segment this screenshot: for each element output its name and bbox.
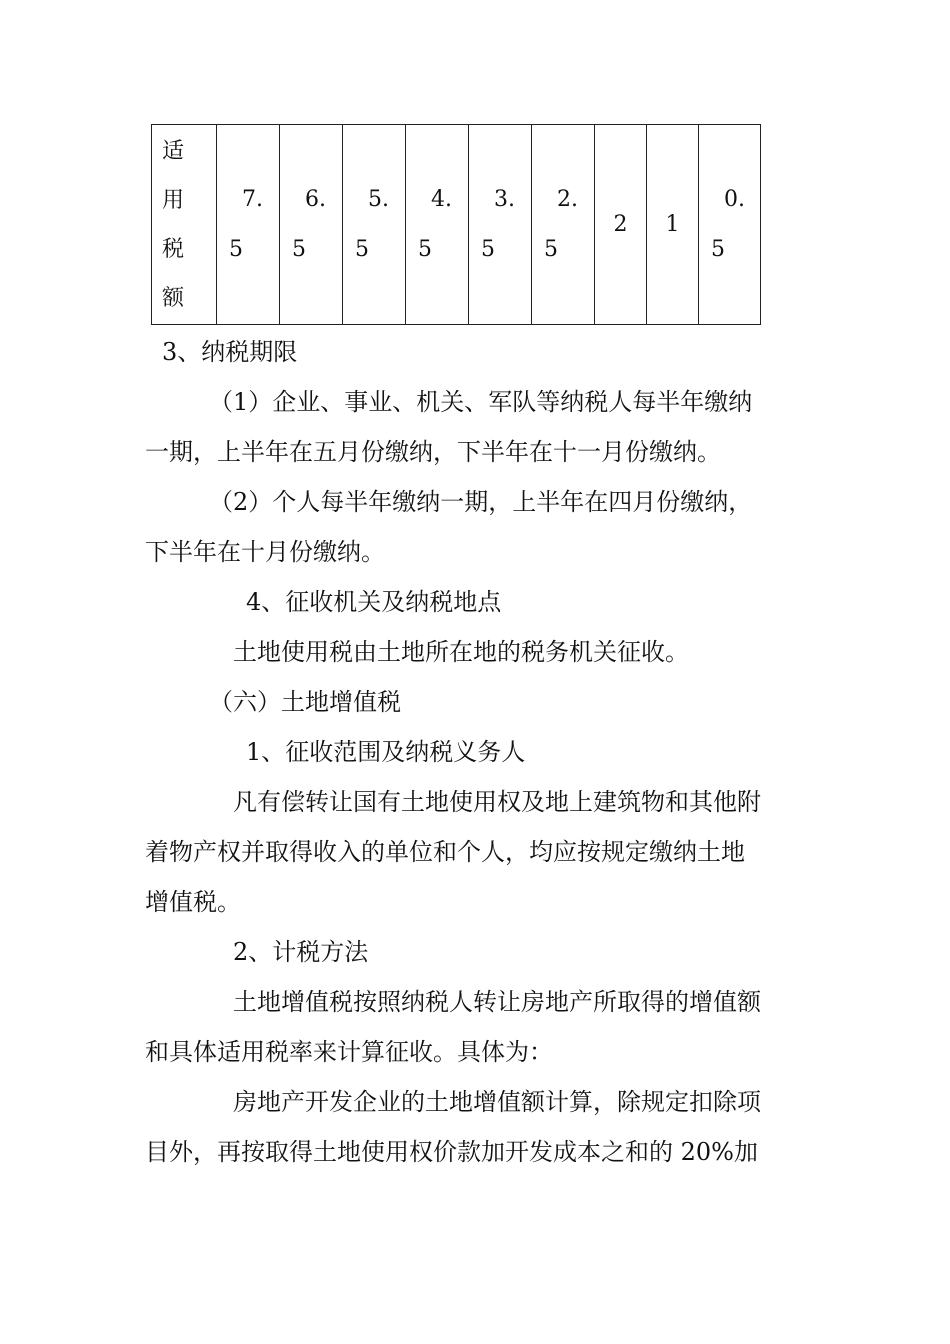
- header-char: 税: [162, 236, 185, 262]
- paragraph-line: （2）个人每半年缴纳一期，上半年在四月份缴纳，: [209, 488, 753, 516]
- paragraph-line: 下半年在十月份缴纳。: [145, 538, 385, 566]
- section-heading: 2、计税方法: [233, 938, 369, 966]
- section-heading: 1、征收范围及纳税义务人: [246, 738, 526, 766]
- rate-cell: 4. 5: [406, 125, 469, 325]
- rate-cell: 6. 5: [280, 125, 343, 325]
- paragraph-line: 房地产开发企业的土地增值额计算，除规定扣除项: [233, 1088, 761, 1116]
- section-heading: 3、纳税期限: [162, 338, 298, 366]
- paragraph-line: 凡有偿转让国有土地使用权及地上建筑物和其他附: [233, 788, 761, 816]
- rate-cell: 5. 5: [343, 125, 406, 325]
- header-char: 额: [162, 285, 185, 311]
- header-char: 用: [162, 187, 185, 213]
- section-heading: （六）土地增值税: [209, 688, 401, 716]
- paragraph-line: 增值税。: [145, 888, 241, 916]
- rate-cell: 3. 5: [469, 125, 532, 325]
- paragraph-line: 和具体适用税率来计算征收。具体为：: [145, 1038, 553, 1066]
- section-heading: 4、征收机关及纳税地点: [246, 588, 502, 616]
- tax-rate-table: [151, 124, 761, 325]
- paragraph-line: 一期，上半年在五月份缴纳，下半年在十一月份缴纳。: [145, 438, 721, 466]
- paragraph-line: （1）企业、事业、机关、军队等纳税人每半年缴纳: [209, 388, 753, 416]
- table-row: [152, 125, 761, 325]
- rate-cell: 0. 5: [699, 125, 761, 325]
- rate-cell: 7. 5: [217, 125, 280, 325]
- paragraph-line: 土地使用税由土地所在地的税务机关征收。: [233, 638, 689, 666]
- paragraph-line: 土地增值税按照纳税人转让房地产所取得的增值额: [233, 988, 761, 1016]
- rate-cell: 2. 5: [532, 125, 595, 325]
- paragraph-line: 着物产权并取得收入的单位和个人，均应按规定缴纳土地: [145, 838, 745, 866]
- rate-cell: 2: [595, 125, 647, 325]
- header-cell: [152, 125, 217, 325]
- rate-cell: 1: [647, 125, 699, 325]
- header-char: 适: [162, 138, 185, 164]
- paragraph-line: 目外，再按取得土地使用权价款加开发成本之和的 20%加: [145, 1138, 758, 1166]
